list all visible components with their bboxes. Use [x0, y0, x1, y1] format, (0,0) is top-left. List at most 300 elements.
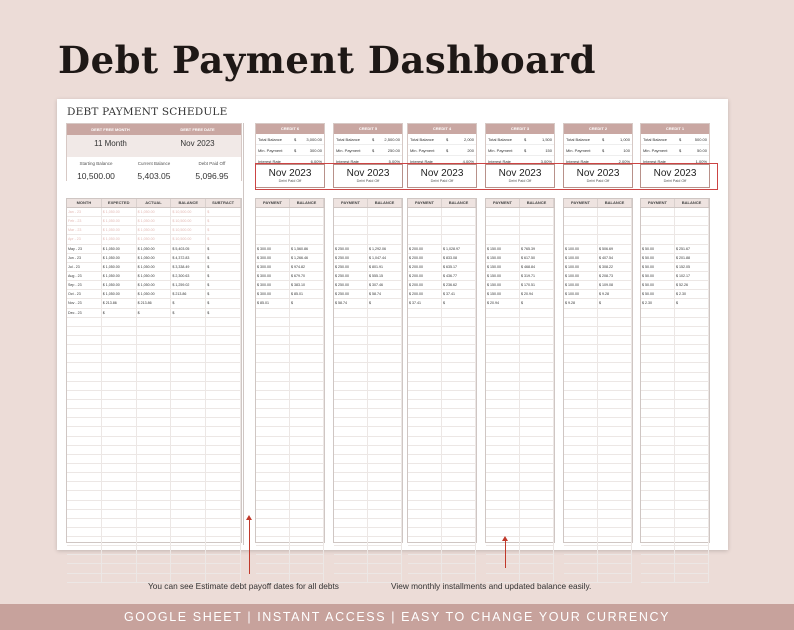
schedule-cell[interactable]: $ 1,050.00	[102, 290, 137, 298]
payment-cell[interactable]: $ 85.01	[256, 299, 290, 307]
balance-cell[interactable]	[290, 501, 324, 509]
payment-cell[interactable]	[486, 482, 520, 490]
schedule-cell[interactable]	[206, 446, 241, 454]
payment-cell[interactable]	[564, 473, 598, 481]
balance-cell[interactable]	[368, 555, 402, 563]
balance-cell[interactable]	[675, 473, 709, 481]
payment-cell[interactable]	[564, 427, 598, 435]
schedule-cell[interactable]: $ 10,500.00	[171, 226, 206, 234]
schedule-cell[interactable]	[206, 345, 241, 353]
payment-cell[interactable]	[486, 354, 520, 362]
payment-cell[interactable]	[641, 482, 675, 490]
payment-cell[interactable]: $ 300.00	[256, 272, 290, 280]
payment-cell[interactable]	[564, 345, 598, 353]
balance-cell[interactable]	[290, 318, 324, 326]
schedule-cell[interactable]	[67, 491, 102, 499]
payment-cell[interactable]	[334, 574, 368, 582]
balance-cell[interactable]: $ 1,266.46	[290, 254, 324, 262]
schedule-cell[interactable]: $	[102, 309, 137, 317]
schedule-cell[interactable]: $ 1,050.00	[102, 281, 137, 289]
payment-cell[interactable]	[486, 373, 520, 381]
payment-grid-credit-5[interactable]	[333, 198, 403, 543]
payment-grid-credit-6[interactable]	[255, 198, 325, 543]
balance-cell[interactable]	[368, 464, 402, 472]
balance-cell[interactable]: $ 2.30	[675, 290, 709, 298]
balance-cell[interactable]	[598, 464, 632, 472]
schedule-cell[interactable]: May - 23	[67, 245, 102, 253]
payment-cell[interactable]	[408, 510, 442, 518]
schedule-cell[interactable]: $	[171, 299, 206, 307]
payment-cell[interactable]	[564, 354, 598, 362]
schedule-cell[interactable]	[137, 382, 172, 390]
balance-cell[interactable]	[368, 446, 402, 454]
payment-cell[interactable]: $ 50.00	[641, 290, 675, 298]
payment-cell[interactable]	[641, 510, 675, 518]
payment-cell[interactable]	[408, 427, 442, 435]
schedule-cell[interactable]	[171, 564, 206, 572]
payment-cell[interactable]	[408, 491, 442, 499]
schedule-cell[interactable]	[102, 446, 137, 454]
payment-cell[interactable]: $ 150.00	[486, 254, 520, 262]
balance-cell[interactable]	[368, 564, 402, 572]
balance-cell[interactable]	[520, 409, 554, 417]
schedule-cell[interactable]	[102, 473, 137, 481]
balance-cell[interactable]	[442, 400, 476, 408]
balance-cell[interactable]: $	[675, 299, 709, 307]
balance-cell[interactable]	[598, 528, 632, 536]
payment-cell[interactable]	[641, 455, 675, 463]
balance-cell[interactable]	[598, 318, 632, 326]
balance-cell[interactable]	[598, 537, 632, 545]
payment-cell[interactable]: $ 300.00	[256, 245, 290, 253]
payment-cell[interactable]	[564, 309, 598, 317]
payment-cell[interactable]: $ 50.00	[641, 272, 675, 280]
payment-cell[interactable]	[486, 327, 520, 335]
payment-cell[interactable]	[334, 327, 368, 335]
schedule-cell[interactable]	[67, 528, 102, 536]
schedule-cell[interactable]: $ 1,050.00	[137, 208, 172, 216]
balance-cell[interactable]	[675, 537, 709, 545]
balance-cell[interactable]	[290, 208, 324, 216]
payment-cell[interactable]	[408, 501, 442, 509]
balance-cell[interactable]	[442, 409, 476, 417]
payment-cell[interactable]	[486, 546, 520, 554]
balance-cell[interactable]	[520, 391, 554, 399]
schedule-cell[interactable]	[171, 482, 206, 490]
balance-cell[interactable]	[520, 464, 554, 472]
balance-cell[interactable]	[442, 555, 476, 563]
balance-cell[interactable]	[675, 446, 709, 454]
balance-cell[interactable]	[520, 354, 554, 362]
payment-cell[interactable]	[641, 309, 675, 317]
schedule-cell[interactable]	[137, 501, 172, 509]
balance-cell[interactable]	[598, 235, 632, 243]
payment-cell[interactable]: $ 100.00	[564, 263, 598, 271]
balance-cell[interactable]	[675, 519, 709, 527]
payment-cell[interactable]	[564, 418, 598, 426]
payment-cell[interactable]	[334, 491, 368, 499]
balance-cell[interactable]	[598, 336, 632, 344]
schedule-cell[interactable]: $ 10,500.00	[171, 235, 206, 243]
schedule-cell[interactable]	[102, 354, 137, 362]
payment-cell[interactable]	[334, 555, 368, 563]
payment-cell[interactable]: $ 150.00	[486, 272, 520, 280]
payment-cell[interactable]	[564, 501, 598, 509]
payment-cell[interactable]	[408, 519, 442, 527]
balance-cell[interactable]	[442, 537, 476, 545]
payment-cell[interactable]	[256, 208, 290, 216]
balance-cell[interactable]	[520, 519, 554, 527]
schedule-cell[interactable]	[102, 510, 137, 518]
schedule-cell[interactable]	[67, 464, 102, 472]
schedule-cell[interactable]	[67, 391, 102, 399]
schedule-cell[interactable]	[171, 382, 206, 390]
payment-cell[interactable]	[408, 391, 442, 399]
schedule-cell[interactable]	[102, 409, 137, 417]
payment-cell[interactable]	[641, 373, 675, 381]
payment-cell[interactable]	[486, 382, 520, 390]
schedule-cell[interactable]: Jun - 23	[67, 254, 102, 262]
balance-cell[interactable]	[598, 217, 632, 225]
balance-cell[interactable]: $ 679.70	[290, 272, 324, 280]
balance-cell[interactable]	[520, 327, 554, 335]
payment-cell[interactable]: $ 50.00	[641, 245, 675, 253]
balance-cell[interactable]	[675, 546, 709, 554]
payment-cell[interactable]	[408, 235, 442, 243]
schedule-cell[interactable]	[206, 373, 241, 381]
payment-cell[interactable]	[256, 537, 290, 545]
schedule-cell[interactable]: Feb - 23	[67, 217, 102, 225]
payment-cell[interactable]	[408, 400, 442, 408]
payment-cell[interactable]	[256, 345, 290, 353]
schedule-cell[interactable]: $ 1,259.02	[171, 281, 206, 289]
payment-cell[interactable]	[564, 555, 598, 563]
schedule-cell[interactable]	[67, 318, 102, 326]
payment-cell[interactable]	[334, 363, 368, 371]
schedule-cell[interactable]: $ 1,050.00	[137, 272, 172, 280]
balance-cell[interactable]	[442, 318, 476, 326]
schedule-cell[interactable]	[137, 446, 172, 454]
balance-cell[interactable]	[675, 528, 709, 536]
schedule-cell[interactable]	[137, 363, 172, 371]
balance-cell[interactable]	[290, 309, 324, 317]
balance-cell[interactable]	[520, 555, 554, 563]
schedule-cell[interactable]: $	[137, 309, 172, 317]
schedule-cell[interactable]	[171, 519, 206, 527]
schedule-cell[interactable]: $	[206, 272, 241, 280]
payment-cell[interactable]	[564, 528, 598, 536]
schedule-cell[interactable]	[137, 354, 172, 362]
schedule-cell[interactable]	[206, 455, 241, 463]
balance-cell[interactable]: $ 436.77	[442, 272, 476, 280]
schedule-cell[interactable]	[67, 400, 102, 408]
payment-cell[interactable]	[641, 437, 675, 445]
schedule-cell[interactable]	[102, 482, 137, 490]
payment-cell[interactable]	[641, 501, 675, 509]
schedule-cell[interactable]: $	[171, 309, 206, 317]
balance-cell[interactable]	[290, 217, 324, 225]
payment-cell[interactable]: $ 250.00	[334, 263, 368, 271]
payment-cell[interactable]	[334, 217, 368, 225]
payment-cell[interactable]	[641, 446, 675, 454]
schedule-cell[interactable]	[137, 427, 172, 435]
payment-cell[interactable]	[564, 537, 598, 545]
schedule-cell[interactable]	[137, 336, 172, 344]
balance-cell[interactable]	[368, 510, 402, 518]
payment-cell[interactable]	[334, 464, 368, 472]
payment-cell[interactable]	[256, 309, 290, 317]
schedule-cell[interactable]: $ 1,050.00	[137, 254, 172, 262]
balance-cell[interactable]	[520, 537, 554, 545]
payment-cell[interactable]	[564, 217, 598, 225]
balance-cell[interactable]	[290, 564, 324, 572]
payment-cell[interactable]	[486, 336, 520, 344]
payment-cell[interactable]	[641, 400, 675, 408]
payment-grid-credit-4[interactable]	[407, 198, 477, 543]
schedule-cell[interactable]: $	[206, 281, 241, 289]
payment-cell[interactable]: $ 150.00	[486, 263, 520, 271]
payment-cell[interactable]	[408, 528, 442, 536]
balance-cell[interactable]: $ 1,047.44	[368, 254, 402, 262]
balance-cell[interactable]	[442, 363, 476, 371]
schedule-cell[interactable]	[206, 418, 241, 426]
payment-cell[interactable]	[641, 528, 675, 536]
balance-cell[interactable]: $ 833.08	[442, 254, 476, 262]
balance-cell[interactable]	[290, 482, 324, 490]
balance-cell[interactable]	[290, 382, 324, 390]
payment-cell[interactable]	[408, 345, 442, 353]
schedule-cell[interactable]	[171, 336, 206, 344]
balance-cell[interactable]	[368, 491, 402, 499]
payment-cell[interactable]	[486, 437, 520, 445]
schedule-cell[interactable]: $	[206, 217, 241, 225]
balance-cell[interactable]	[598, 309, 632, 317]
balance-cell[interactable]	[442, 418, 476, 426]
payment-cell[interactable]	[641, 564, 675, 572]
balance-cell[interactable]: $ 109.08	[598, 281, 632, 289]
payment-cell[interactable]	[641, 473, 675, 481]
payment-cell[interactable]	[408, 546, 442, 554]
schedule-cell[interactable]: $	[206, 245, 241, 253]
payment-cell[interactable]	[641, 354, 675, 362]
balance-cell[interactable]: $ 52.26	[675, 281, 709, 289]
balance-cell[interactable]	[520, 373, 554, 381]
schedule-cell[interactable]	[206, 555, 241, 563]
schedule-cell[interactable]	[102, 564, 137, 572]
payment-cell[interactable]	[486, 564, 520, 572]
schedule-cell[interactable]	[206, 464, 241, 472]
schedule-cell[interactable]	[206, 510, 241, 518]
balance-cell[interactable]	[520, 382, 554, 390]
schedule-cell[interactable]: $ 1,050.00	[102, 245, 137, 253]
schedule-cell[interactable]: $	[206, 235, 241, 243]
schedule-cell[interactable]	[102, 574, 137, 582]
schedule-cell[interactable]	[206, 501, 241, 509]
schedule-cell[interactable]	[171, 510, 206, 518]
schedule-cell[interactable]: Oct - 23	[67, 290, 102, 298]
balance-cell[interactable]	[675, 354, 709, 362]
payment-cell[interactable]	[408, 564, 442, 572]
payment-cell[interactable]	[641, 345, 675, 353]
schedule-cell[interactable]: Nov - 23	[67, 299, 102, 307]
payment-cell[interactable]	[486, 555, 520, 563]
balance-cell[interactable]	[520, 446, 554, 454]
schedule-cell[interactable]: $ 1,050.00	[137, 226, 172, 234]
balance-cell[interactable]	[368, 345, 402, 353]
payment-cell[interactable]	[486, 226, 520, 234]
payment-cell[interactable]	[256, 409, 290, 417]
payment-cell[interactable]	[641, 418, 675, 426]
balance-cell[interactable]: $	[520, 299, 554, 307]
balance-cell[interactable]	[442, 208, 476, 216]
payment-cell[interactable]	[641, 464, 675, 472]
schedule-cell[interactable]	[67, 437, 102, 445]
schedule-cell[interactable]	[206, 537, 241, 545]
payment-cell[interactable]	[334, 482, 368, 490]
balance-cell[interactable]	[290, 336, 324, 344]
payment-cell[interactable]	[256, 400, 290, 408]
balance-cell[interactable]	[368, 336, 402, 344]
schedule-cell[interactable]	[206, 354, 241, 362]
payment-cell[interactable]	[641, 226, 675, 234]
balance-cell[interactable]	[675, 574, 709, 582]
payment-cell[interactable]: $ 2.30	[641, 299, 675, 307]
balance-cell[interactable]	[520, 318, 554, 326]
schedule-cell[interactable]: $ 1,050.00	[102, 254, 137, 262]
balance-cell[interactable]: $	[290, 299, 324, 307]
payment-cell[interactable]: $ 150.00	[486, 290, 520, 298]
balance-cell[interactable]	[675, 309, 709, 317]
balance-cell[interactable]	[442, 327, 476, 335]
payment-cell[interactable]	[641, 519, 675, 527]
payment-cell[interactable]: $ 250.00	[334, 254, 368, 262]
balance-cell[interactable]	[290, 345, 324, 353]
schedule-cell[interactable]	[102, 501, 137, 509]
payment-cell[interactable]: $ 50.00	[641, 281, 675, 289]
schedule-cell[interactable]	[102, 427, 137, 435]
schedule-cell[interactable]	[67, 537, 102, 545]
schedule-cell[interactable]: $	[206, 299, 241, 307]
payment-cell[interactable]	[256, 318, 290, 326]
schedule-cell[interactable]	[67, 382, 102, 390]
balance-cell[interactable]	[675, 208, 709, 216]
balance-cell[interactable]	[675, 318, 709, 326]
schedule-cell[interactable]	[102, 546, 137, 554]
payment-cell[interactable]	[408, 217, 442, 225]
balance-cell[interactable]: $	[598, 299, 632, 307]
balance-cell[interactable]	[675, 427, 709, 435]
schedule-cell[interactable]	[67, 501, 102, 509]
payment-cell[interactable]: $ 100.00	[564, 281, 598, 289]
payment-cell[interactable]	[256, 491, 290, 499]
balance-cell[interactable]	[368, 318, 402, 326]
payment-cell[interactable]: $ 300.00	[256, 290, 290, 298]
balance-cell[interactable]	[598, 491, 632, 499]
balance-cell[interactable]	[520, 437, 554, 445]
balance-cell[interactable]	[290, 546, 324, 554]
balance-cell[interactable]	[520, 482, 554, 490]
schedule-cell[interactable]: $	[206, 263, 241, 271]
schedule-cell[interactable]	[102, 537, 137, 545]
balance-cell[interactable]	[368, 501, 402, 509]
schedule-cell[interactable]	[67, 519, 102, 527]
balance-cell[interactable]	[520, 208, 554, 216]
balance-cell[interactable]	[520, 491, 554, 499]
schedule-cell[interactable]	[67, 336, 102, 344]
schedule-cell[interactable]	[137, 510, 172, 518]
schedule-cell[interactable]: $ 1,050.00	[102, 226, 137, 234]
payment-cell[interactable]	[408, 318, 442, 326]
payment-cell[interactable]	[486, 473, 520, 481]
payment-cell[interactable]	[256, 446, 290, 454]
payment-cell[interactable]	[256, 391, 290, 399]
spreadsheet-sheet[interactable]	[57, 99, 728, 550]
schedule-cell[interactable]: Jul - 23	[67, 263, 102, 271]
balance-cell[interactable]	[368, 546, 402, 554]
payment-cell[interactable]: $ 150.00	[486, 245, 520, 253]
payment-cell[interactable]	[408, 455, 442, 463]
balance-cell[interactable]	[598, 455, 632, 463]
payment-cell[interactable]	[641, 574, 675, 582]
payment-cell[interactable]: $ 37.41	[408, 299, 442, 307]
schedule-cell[interactable]	[206, 491, 241, 499]
balance-cell[interactable]	[520, 217, 554, 225]
schedule-cell[interactable]	[206, 327, 241, 335]
schedule-cell[interactable]	[102, 327, 137, 335]
payment-cell[interactable]	[564, 546, 598, 554]
payment-cell[interactable]	[486, 345, 520, 353]
balance-cell[interactable]: $ 635.17	[442, 263, 476, 271]
payment-cell[interactable]	[408, 473, 442, 481]
payment-cell[interactable]	[256, 510, 290, 518]
payment-cell[interactable]	[486, 409, 520, 417]
balance-cell[interactable]	[290, 555, 324, 563]
balance-cell[interactable]	[675, 491, 709, 499]
balance-cell[interactable]	[368, 409, 402, 417]
balance-cell[interactable]	[520, 363, 554, 371]
balance-cell[interactable]	[290, 226, 324, 234]
schedule-cell[interactable]	[102, 555, 137, 563]
schedule-cell[interactable]	[67, 345, 102, 353]
payment-cell[interactable]	[564, 226, 598, 234]
payment-cell[interactable]	[641, 555, 675, 563]
payment-cell[interactable]: $ 100.00	[564, 254, 598, 262]
balance-cell[interactable]	[368, 373, 402, 381]
balance-cell[interactable]	[442, 482, 476, 490]
balance-cell[interactable]	[598, 363, 632, 371]
schedule-cell[interactable]	[67, 427, 102, 435]
schedule-cell[interactable]	[171, 446, 206, 454]
schedule-cell[interactable]	[206, 564, 241, 572]
payment-cell[interactable]	[256, 354, 290, 362]
schedule-cell[interactable]	[102, 382, 137, 390]
balance-cell[interactable]	[368, 427, 402, 435]
balance-cell[interactable]	[290, 473, 324, 481]
schedule-cell[interactable]	[102, 464, 137, 472]
payment-cell[interactable]: $ 20.94	[486, 299, 520, 307]
schedule-cell[interactable]	[137, 491, 172, 499]
payment-cell[interactable]	[256, 382, 290, 390]
balance-cell[interactable]	[442, 510, 476, 518]
balance-cell[interactable]	[442, 354, 476, 362]
balance-cell[interactable]	[675, 391, 709, 399]
balance-cell[interactable]	[368, 217, 402, 225]
payment-cell[interactable]	[564, 464, 598, 472]
payment-cell[interactable]	[408, 373, 442, 381]
schedule-cell[interactable]	[137, 418, 172, 426]
balance-cell[interactable]: $ 201.88	[675, 254, 709, 262]
payment-cell[interactable]	[334, 208, 368, 216]
